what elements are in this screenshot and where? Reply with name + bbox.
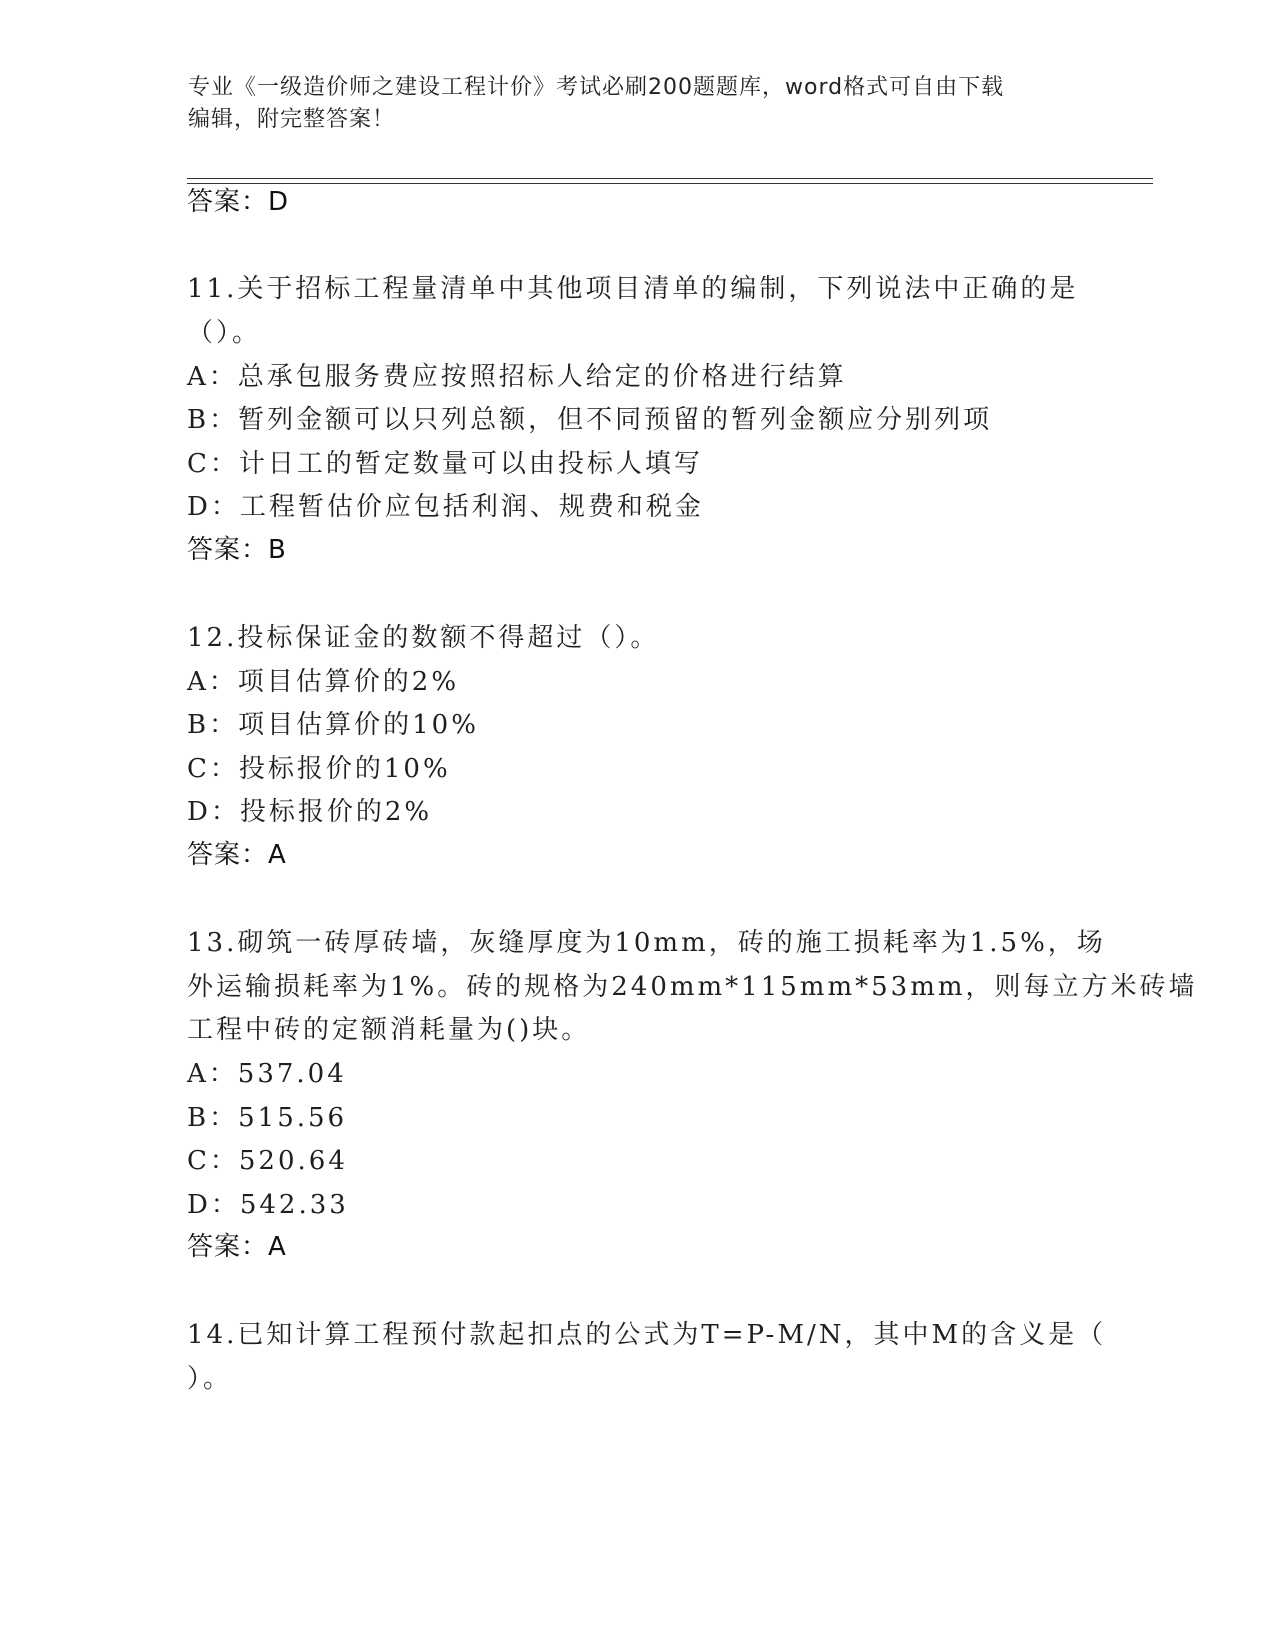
q11-option-d: D：工程暂估价应包括利润、规费和税金 xyxy=(187,492,704,522)
q12-stem-line-1: 12.投标保证金的数额不得超过（）。 xyxy=(187,623,660,653)
q11-stem-line-1: 11.关于招标工程量清单中其他项目清单的编制，下列说法中正确的是 xyxy=(187,274,1079,304)
q13-option-d: D：542.33 xyxy=(187,1190,349,1220)
q13-option-a: A：537.04 xyxy=(187,1059,347,1089)
q12-option-c: C：投标报价的10% xyxy=(187,754,451,784)
q12-option-a: A：项目估算价的2% xyxy=(187,667,460,697)
q13-stem-line-2: 外运输损耗率为1%。砖的规格为240mm*115mm*53mm，则每立方米砖墙 xyxy=(187,972,1198,1002)
header-divider xyxy=(187,178,1153,184)
q13-option-c: C：520.64 xyxy=(187,1146,348,1176)
q11-option-b: B：暂列金额可以只列总额，但不同预留的暂列金额应分别列项 xyxy=(187,405,993,435)
q13-stem-line-1: 13.砌筑一砖厚砖墙，灰缝厚度为10mm，砖的施工损耗率为1.5%，场 xyxy=(187,928,1106,958)
header-line-2: 编辑，附完整答案！ xyxy=(188,107,396,132)
q11-stem-line-2: （）。 xyxy=(187,318,262,348)
q11-answer: 答案：B xyxy=(187,535,287,565)
q13-stem-line-3: 工程中砖的定额消耗量为()块。 xyxy=(187,1015,591,1045)
q11-option-c: C：计日工的暂定数量可以由投标人填写 xyxy=(187,449,703,479)
q13-option-b: B：515.56 xyxy=(187,1103,348,1133)
header-line-1: 专业《一级造价师之建设工程计价》考试必刷200题题库，word格式可自由下载 xyxy=(188,75,1005,100)
q12-answer: 答案：A xyxy=(187,840,287,870)
q13-answer: 答案：A xyxy=(187,1232,287,1262)
q12-option-b: B：项目估算价的10% xyxy=(187,710,479,740)
q14-stem-line-1: 14.已知计算工程预付款起扣点的公式为T=P-M/N，其中M的含义是（ xyxy=(187,1320,1107,1350)
answer-previous: 答案：D xyxy=(187,187,290,217)
q14-stem-line-2: ）。 xyxy=(187,1364,233,1394)
q12-option-d: D：投标报价的2% xyxy=(187,797,433,827)
q11-option-a: A：总承包服务费应按照招标人给定的价格进行结算 xyxy=(187,362,847,392)
document-header xyxy=(188,72,1088,136)
